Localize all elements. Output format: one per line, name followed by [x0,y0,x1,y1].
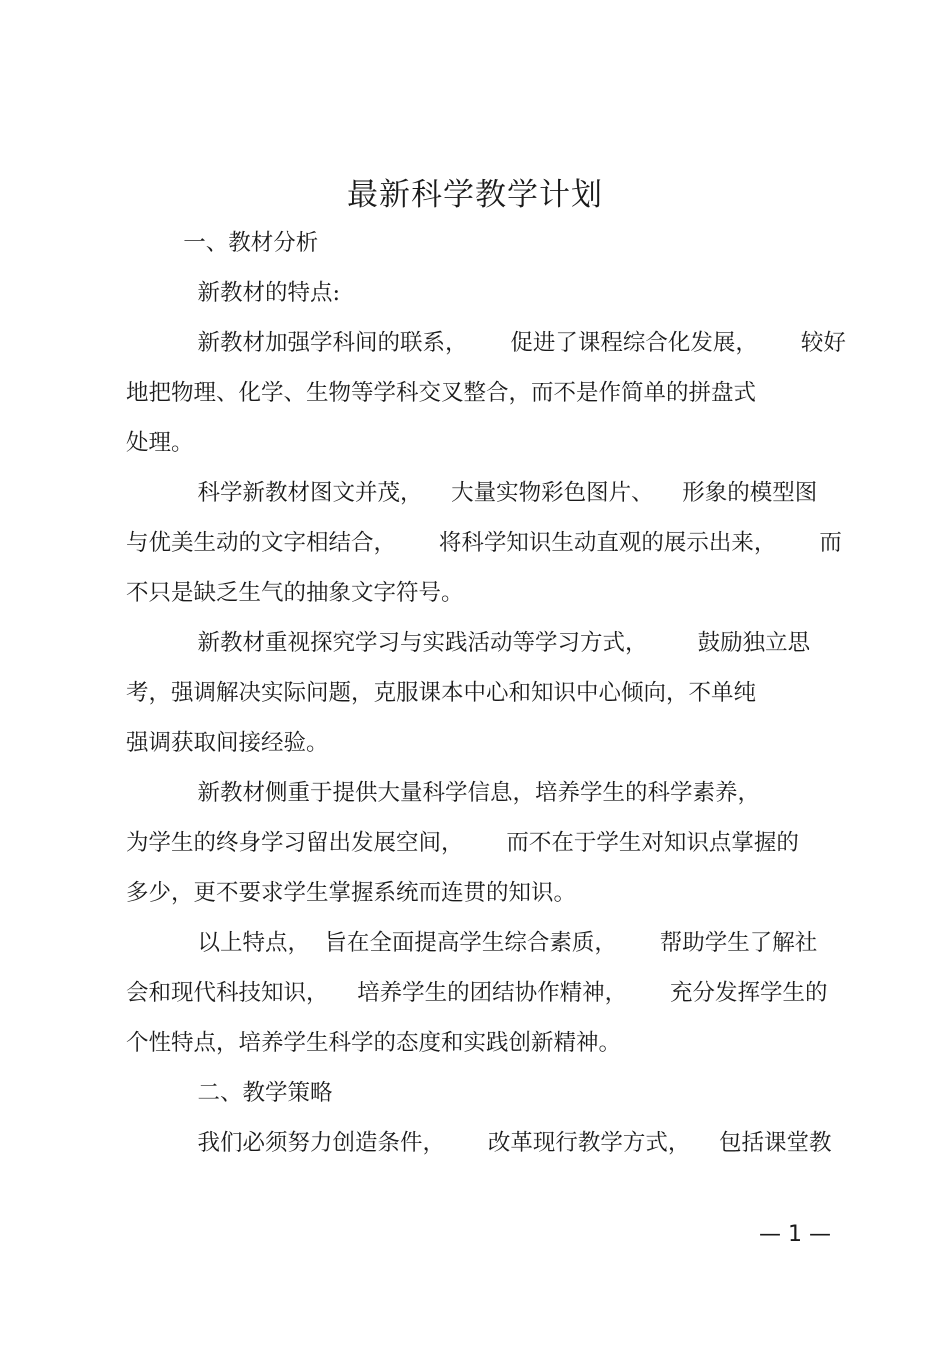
body-line: 个性特点，培养学生科学的态度和实践创新精神。 [126,1030,622,1056]
page-number: — 1 — [759,1222,831,1247]
body-line: 以上特点， 旨在全面提高学生综合素质， 帮助学生了解社 [126,930,818,956]
body-line: 我们必须努力创造条件， 改革现行教学方式， 包括课堂教 [126,1130,832,1156]
body-line: 一、教材分析 [126,230,319,256]
body-line: 二、教学策略 [126,1080,333,1106]
body-line: 多少，更不要求学生掌握系统而连贯的知识。 [126,880,577,906]
body-line: 新教材侧重于提供大量科学信息，培养学生的科学素养， [126,780,761,806]
body-line: 科学新教材图文并茂， 大量实物彩色图片、 形象的模型图 [126,480,818,506]
body-line: 为学生的终身学习留出发展空间， 而不在于学生对知识点掌握的 [126,830,799,856]
body-line: 会和现代科技知识， 培养学生的团结协作精神， 充分发挥学生的 [126,980,828,1006]
body-line: 强调获取间接经验。 [126,730,329,756]
body-line: 新教材重视探究学习与实践活动等学习方式， 鼓励独立思 [126,630,811,656]
body-line: 不只是缺乏生气的抽象文字符号。 [126,580,464,606]
body-line: 处理。 [126,430,194,456]
body-line: 与优美生动的文字相结合， 将科学知识生动直观的展示出来， 而 [126,530,842,556]
body-line: 新教材的特点: [126,280,341,306]
body-line: 地把物理、化学、生物等学科交叉整合，而不是作简单的拼盘式 [126,380,757,406]
body-line: 新教材加强学科间的联系， 促进了课程综合化发展， 较好 [126,330,846,356]
body-line: 考，强调解决实际问题，克服课本中心和知识中心倾向，不单纯 [126,680,757,706]
document-title: 最新科学教学计划 [347,177,603,213]
